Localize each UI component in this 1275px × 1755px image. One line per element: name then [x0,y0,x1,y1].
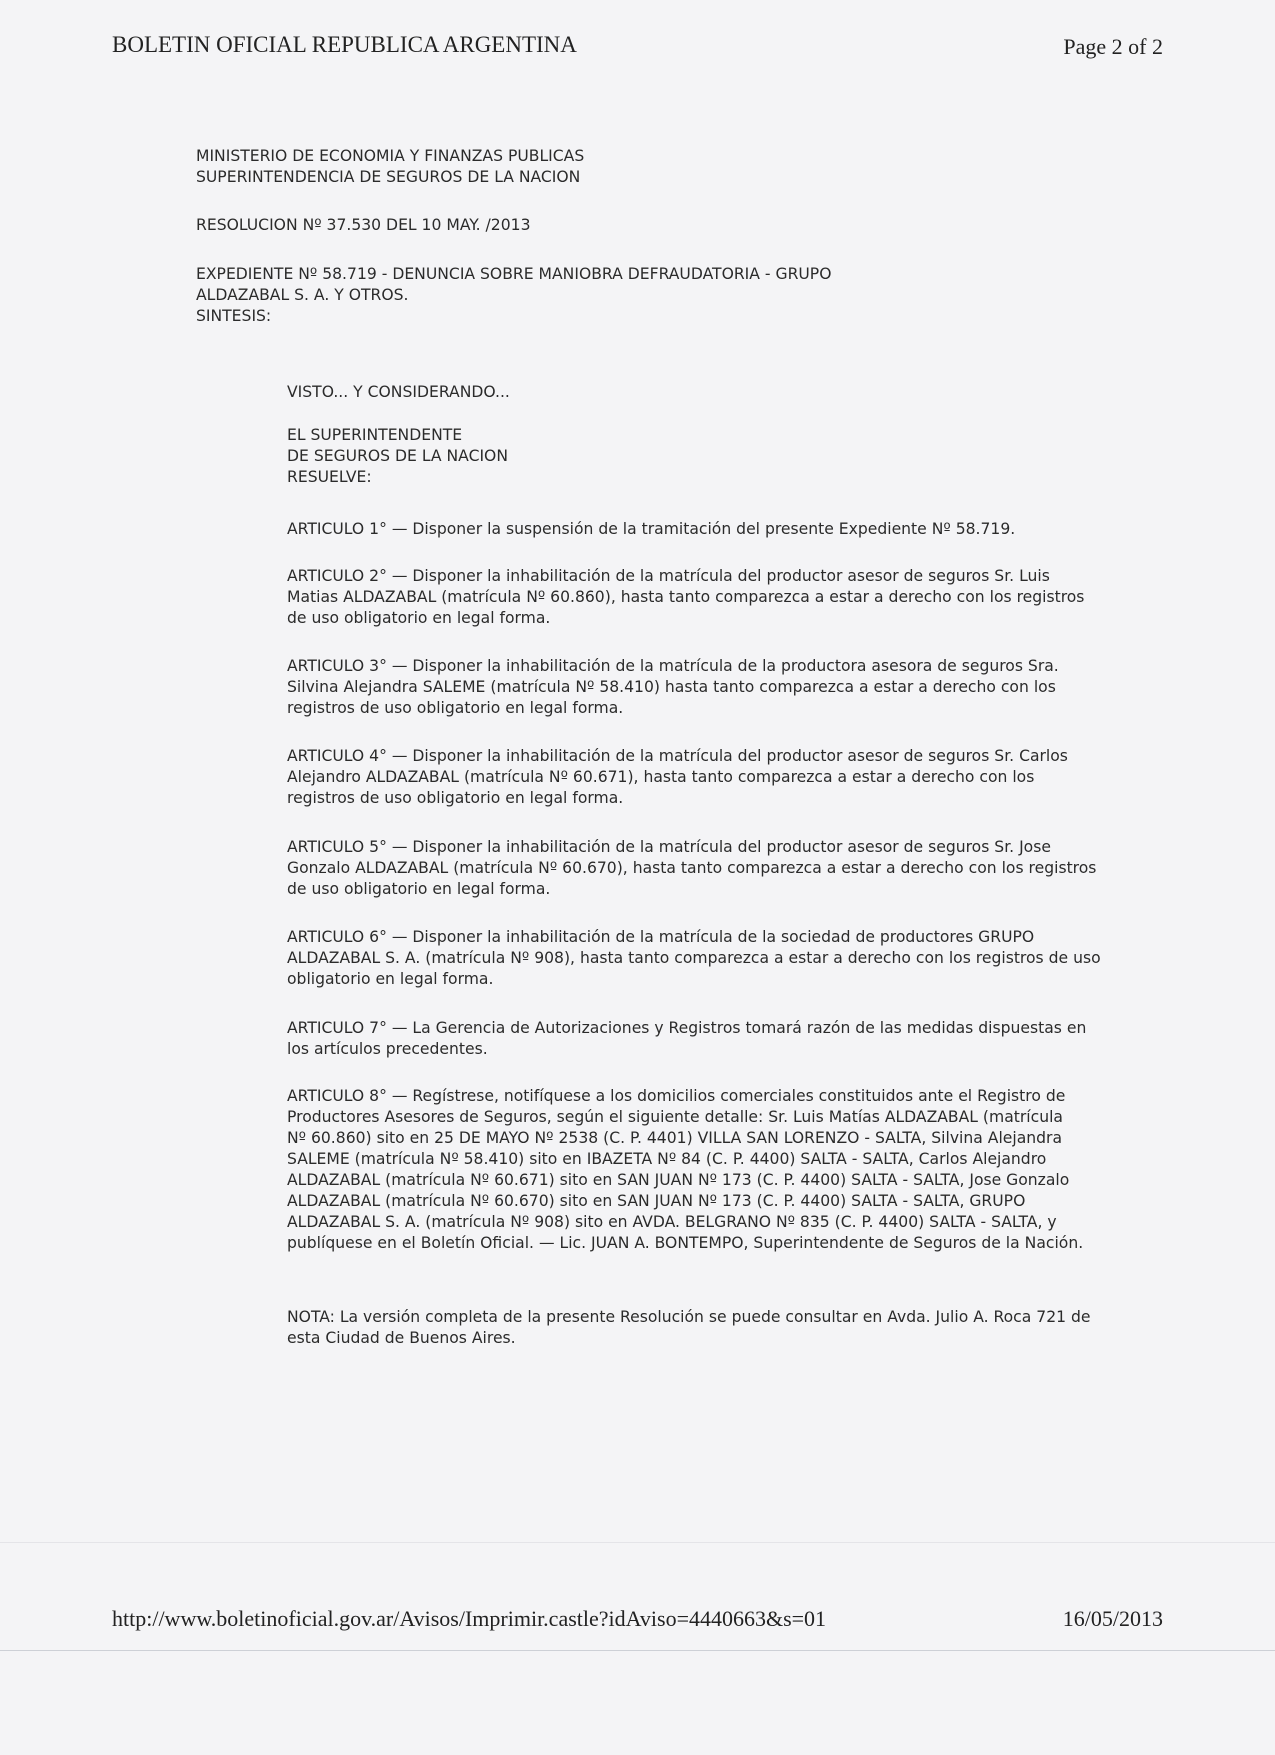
article-line: Alejandro ALDAZABAL (matrícula Nº 60.671), hasta tanto comparezca a estar a derecho con los [287,768,1035,786]
article-line: SALEME (matrícula Nº 58.410) sito en IBAZETA Nº 84 (C. P. 4400) SALTA - SALTA, Carlos Alejandro [287,1150,1047,1168]
footer-url: http://www.boletinoficial.gov.ar/Avisos/Imprimir.castle?idAviso=4440663&s=01 [112,1606,827,1631]
article-line: Silvina Alejandra SALEME (matrícula Nº 58.410) hasta tanto comparezca a estar a derecho con los [287,678,1056,696]
superintendente-line: RESUELVE: [287,468,372,486]
superintendente-heading [287,425,1147,488]
resolution-number: RESOLUCION Nº 37.530 DEL 10 MAY. /2013 [196,216,531,234]
divider [0,1542,1275,1543]
article-line: ARTICULO 8° — Regístrese, notifíquese a los domicilios comerciales constituidos ante el Registro de [287,1087,1066,1105]
footer-date: 16/05/2013 [1062,1606,1163,1631]
superintendente-line: EL SUPERINTENDENTE [287,426,463,444]
article-line: obligatorio en legal forma. [287,970,494,988]
article-5 [287,837,1147,900]
article-line: ARTICULO 7° — La Gerencia de Autorizaciones y Registros tomará razón de las medidas dispuestas en [287,1019,1087,1037]
article-line: publíquese en el Boletín Oficial. — Lic. JUAN A. BONTEMPO, Superintendente de Seguros de la Nación. [287,1234,1084,1252]
superintendente-line: DE SEGUROS DE LA NACION [287,447,509,465]
article-line: de uso obligatorio en legal forma. [287,609,551,627]
divider [0,1650,1275,1651]
article-line: ARTICULO 5° — Disponer la inhabilitación de la matrícula del productor asesor de seguros Sr. Jose [287,838,1051,856]
article-line: Matias ALDAZABAL (matrícula Nº 60.860), hasta tanto comparezca a estar a derecho con los registros [287,588,1085,606]
article-line: Gonzalo ALDAZABAL (matrícula Nº 60.670), hasta tanto comparezca a estar a derecho con los registros [287,859,1097,877]
article-line: ARTICULO 3° — Disponer la inhabilitación de la matrícula de la productora asesora de seguros Sra. [287,657,1059,675]
article-line: ARTICULO 6° — Disponer la inhabilitación de la matrícula de la sociedad de productores GRUPO [287,928,1035,946]
article-8 [287,1086,1147,1254]
article-line: registros de uso obligatorio en legal forma. [287,699,624,717]
expediente-line: ALDAZABAL S. A. Y OTROS. [196,286,409,304]
article-3 [287,656,1147,719]
org-line: MINISTERIO DE ECONOMIA Y FINANZAS PUBLICAS [196,147,585,165]
nota-line: NOTA: La versión completa de la presente Resolución se puede consultar en Avda. Julio A. Roca 721 de [287,1308,1091,1326]
header-title: BOLETIN OFICIAL REPUBLICA ARGENTINA [112,32,577,57]
article-1 [287,519,1147,540]
article-7 [287,1018,1147,1060]
article-line: Productores Asesores de Seguros, según el siguiente detalle: Sr. Luis Matías ALDAZABAL (matrícula [287,1108,1063,1126]
article-line: ALDAZABAL S. A. (matrícula Nº 908), hasta tanto comparezca a estar a derecho con los registros de uso [287,949,1101,967]
article-line: ARTICULO 4° — Disponer la inhabilitación de la matrícula del productor asesor de seguros Sr. Carlos [287,747,1068,765]
article-line: Nº 60.860) sito en 25 DE MAYO Nº 2538 (C. P. 4401) VILLA SAN LORENZO - SALTA, Silvina Alejandra [287,1129,1063,1147]
article-6 [287,927,1147,990]
page-number: Page 2 of 2 [1063,34,1163,59]
article-line: ALDAZABAL (matrícula Nº 60.671) sito en SAN JUAN Nº 173 (C. P. 4400) SALTA - SALTA, Jose Gonzalo [287,1171,1070,1189]
article-2 [287,566,1147,629]
article-4 [287,746,1147,809]
expediente-line: SINTESIS: [196,307,272,325]
expediente-heading [196,264,1076,327]
article-line: ALDAZABAL (matrícula Nº 60.670) sito en SAN JUAN Nº 173 (C. P. 4400) SALTA - SALTA, GRUPO [287,1192,1026,1210]
article-line: los artículos precedentes. [287,1040,488,1058]
expediente-line: EXPEDIENTE Nº 58.719 - DENUNCIA SOBRE MANIOBRA DEFRAUDATORIA - GRUPO [196,265,832,283]
article-line: ALDAZABAL S. A. (matrícula Nº 908) sito en AVDA. BELGRANO Nº 835 (C. P. 4400) SALTA - SALTA, y [287,1213,1057,1231]
nota-line: esta Ciudad de Buenos Aires. [287,1329,516,1347]
nota [287,1307,1147,1349]
org-heading [196,146,1076,188]
article-line: de uso obligatorio en legal forma. [287,880,551,898]
article-line: registros de uso obligatorio en legal forma. [287,789,624,807]
org-line: SUPERINTENDENCIA DE SEGUROS DE LA NACION [196,168,581,186]
article-line: ARTICULO 1° — Disponer la suspensión de la tramitación del presente Expediente Nº 58.719. [287,520,1016,538]
visto-text: VISTO... Y CONSIDERANDO... [287,383,510,401]
article-line: ARTICULO 2° — Disponer la inhabilitación de la matrícula del productor asesor de seguros Sr. Luis [287,567,1050,585]
